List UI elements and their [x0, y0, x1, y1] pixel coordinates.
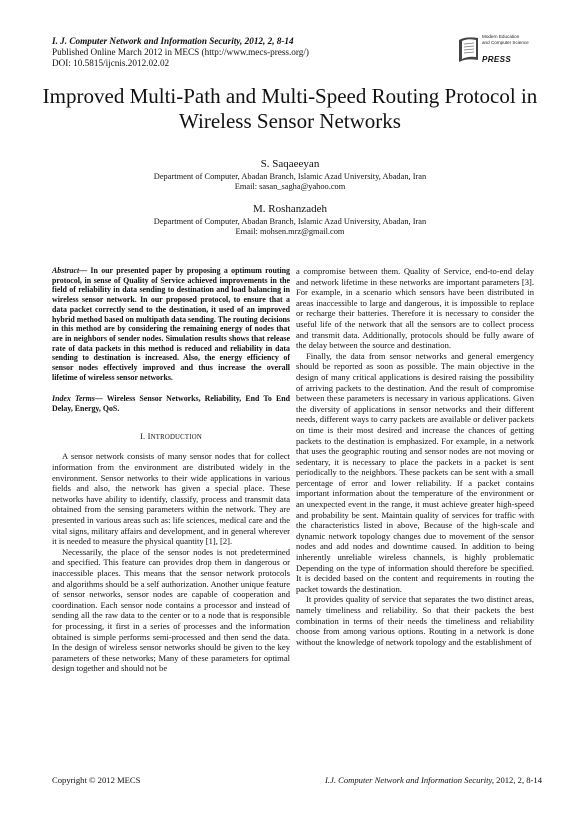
section-heading: [52, 432, 290, 444]
journal-issue: 2012, 2, 8-14: [242, 36, 294, 46]
copyright-footer: Copyright © 2012 MECS: [52, 775, 141, 785]
body-paragraph: It provides quality of service that separates the two distinct areas, namely timeliness and reliability. So that their packets the best combination in terms of their needs the timeliness and reliability choose from among various options. Routing in a network is done without the knowledge of network topology and the establishment of: [296, 594, 534, 647]
left-column: [52, 266, 290, 674]
abstract-text: In our presented paper by proposing a optimum routing protocol, in sense of Quality of Service achieved improvements in the field of reliability in data sending to destination and load balancing in wireless sensor network. In our proposed protocol, to ensure that a data packet correctly send to the destination, it used of an improved hybrid method based on multipath data sending. The routing decisions in this method are by considering the remaining energy of nodes that are in neighbors of sender nodes. Simulation results shows that release rate of data packets in this method is reduced and reliability in data sending to destination is increased. Also, the energy efficiency of sensor nodes effectively improved and thus increase the overall lifetime of wireless sensor networks.: [52, 266, 290, 382]
abstract-dash: —: [79, 266, 91, 275]
logo-press: PRESS: [482, 55, 512, 64]
right-column: [296, 266, 534, 647]
publication-line: Published Online March 2012 in MECS (http://www.mecs-press.org/): [52, 47, 309, 58]
author-affiliation: Department of Computer, Abadan Branch, Islamic Azad University, Abadan, Iran: [153, 217, 427, 226]
index-terms: [52, 394, 290, 413]
paper-title: Improved Multi-Path and Multi-Speed Routing Protocol in Wireless Sensor Networks: [42, 84, 538, 133]
doi-line: DOI: 10.5815/ijcnis.2012.02.02: [52, 58, 170, 69]
author-email: Email: sasan_sagha@yahoo.com: [234, 182, 346, 191]
index-terms-text: Wireless Sensor Networks, Reliability, End To End Delay, Energy, QoS.: [52, 394, 290, 414]
author-affiliation: Department of Computer, Abadan Branch, Islamic Azad University, Abadan, Iran: [153, 172, 427, 181]
logo-text: [482, 34, 540, 45]
journal-name: I. J. Computer Network and Information Security,: [52, 36, 243, 46]
logo-line-2: and Computer Science: [482, 39, 529, 45]
journal-header: [52, 36, 452, 70]
abstract: [52, 266, 290, 382]
abstract-label: Abstract: [52, 266, 80, 275]
logo-line-1: Modern Education: [482, 34, 520, 39]
author-email: Email: mohsen.mrz@gmail.com: [235, 227, 345, 236]
publisher-logo: [456, 32, 538, 68]
journal-footer: [325, 775, 542, 785]
author-name: S. Saqaeeyan: [260, 158, 320, 170]
section-numeral: I. I: [140, 431, 151, 441]
footer-issue: 2012, 2, 8-14: [494, 775, 542, 785]
section-title: NTRODUCTION: [150, 433, 202, 441]
body-paragraph: Finally, the data from sensor networks and general emergency should be reported as soon as possible. The main objective in the design of many critical applications is desired raising the possibility of arriving packets to the destination. And the result of compromise between these parameters is necessary in various applications. Given the diversity of applications in sensor networks and their different needs, different ways to carry packets are available or deliver packets on time is their most desired and increase the chances of getting packets to the destination is emphasized. For example, in a network that uses the geographic routing and sensor nodes are not moving or sedentary, it is necessary to place the packets in a packet is sent periodically to the neighbors. These packets can be sent with a small percentage of error and lower reliability. If a packet contains important information about the temperature of the environment or an unexpected event in the range, it must achieve greater high-speed and probability be sent. Maintain quality of services for traffic with the characteristics listed in above, Because of the high-scale and dynamic network topology changes due to movement of the sensor nodes and add nodes and downtime caused. In addition to being inherently unreliable wireless channels, is highly problematic Depending on the type of information should therefore be specified. It is decided based on the content and requirements in routing the packet towards the destination.: [296, 350, 534, 594]
body-paragraph: Necessarily, the place of the sensor nodes is not predetermined and specified. This feature can provides drop them in dangerous or inaccessible places. This means that the sensor network protocols and algorithms should be a self authorization. Another unique feature of sensor networks, sensor nodes are capable of cooperation and coordination. Each sensor node contains a processor and instead of sending all the raw data to the center or to a node that is responsible for processing, it first in a series of processes and the information obtained is simple performs semi-processed and then send the data. In the design of wireless sensor networks should be given to the key parameters of these networks; Many of these parameters for optimal design together and should not be: [52, 546, 290, 674]
journal-citation: [52, 36, 452, 47]
body-paragraph: A sensor network consists of many sensor nodes that for collect information from the environment are distributed widely in the environment. Sensor networks to their wide applications in various fields and also, the network has given a special place. These networks have ability to identify, classify, process and transmit data obtained from the sensing parameters within the network. They are presented in various areas such as: life sciences, medical care and the vital signs, military affairs and development, and in general wherever it is needed to measure the physical quantity [1], [2].: [52, 451, 290, 547]
footer-journal: I.J. Computer Network and Information Security,: [325, 775, 495, 785]
index-terms-label: Index Terms: [52, 394, 95, 404]
author-name: M. Roshanzadeh: [253, 203, 327, 215]
body-paragraph: a compromise between them. Quality of Service, end-to-end delay and network lifetime in these networks are important parameters [3]. For example, in a scenario which sensors have been distributed in areas inaccessible to large and dangerous, it is impossible to replace or recharge their batteries. Therefore it is necessary to consider the useful life of the network that all the sensors are to collect process and transmit data. Additionally, protocols should be fully aware of the delay between the source and destination.: [296, 266, 534, 351]
index-terms-dash: —: [94, 394, 107, 404]
book-icon: [456, 32, 482, 68]
